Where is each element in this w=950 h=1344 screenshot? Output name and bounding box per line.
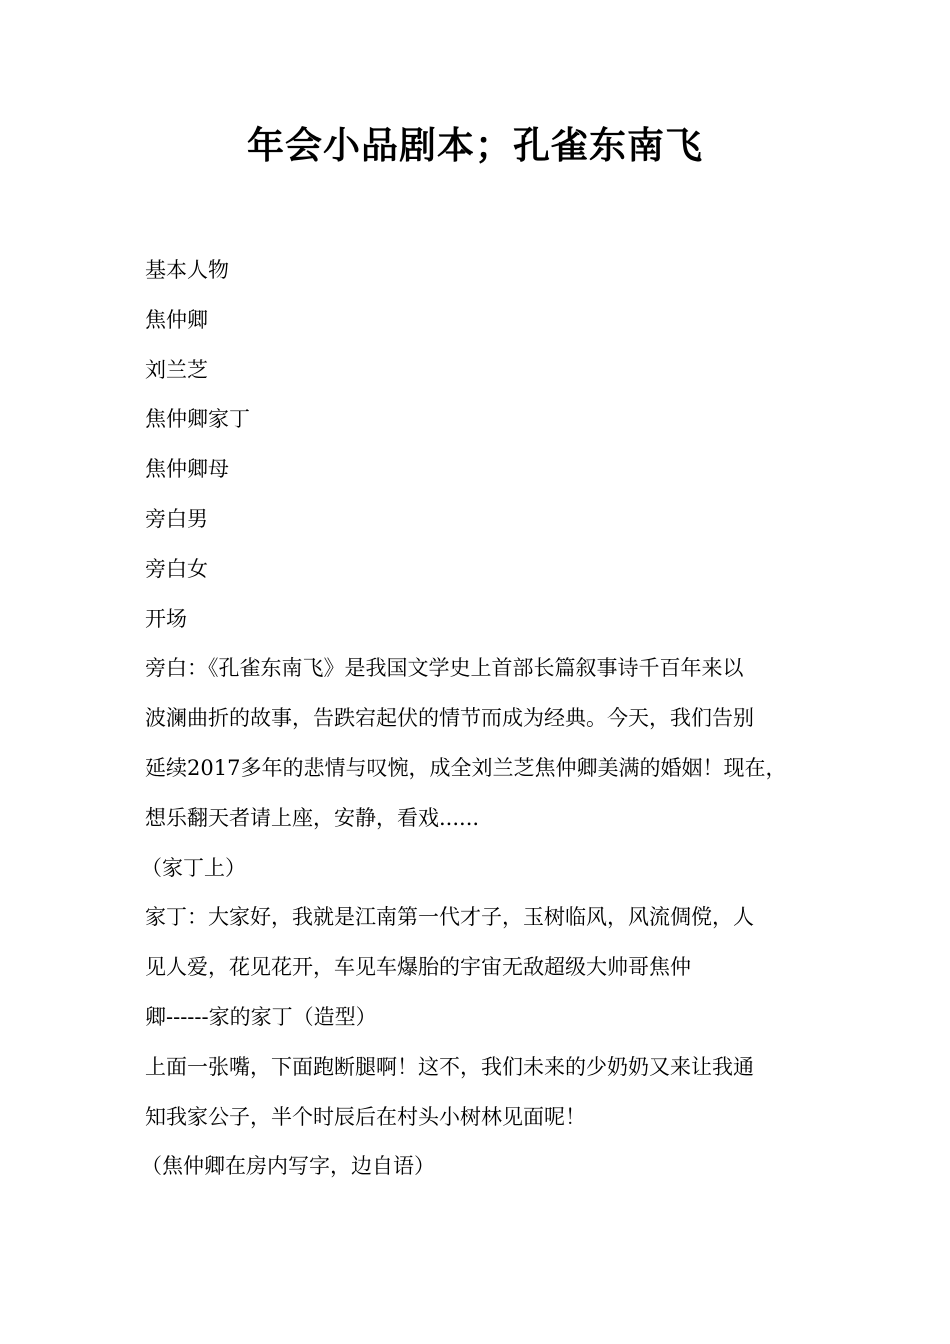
text-line: 延续2017多年的悲情与叹惋，成全刘兰芝焦仲卿美满的婚姻！现在， <box>145 755 787 780</box>
text-line: 旁白男 <box>145 506 208 531</box>
text-line: 知我家公子，半个时辰后在村头小树林见面呢！ <box>145 1104 586 1129</box>
text-line: 开场 <box>145 606 187 631</box>
script-body <box>141 246 805 1192</box>
text-line: 见人爱，花见花开，车见车爆胎的宇宙无敌超级大帅哥焦仲 <box>145 955 691 980</box>
document-title: 年会小品剧本；孔雀东南飞 <box>247 123 703 167</box>
text-line: 旁白：《孔雀东南飞》是我国文学史上首部长篇叙事诗千百年来以 <box>145 656 744 681</box>
text-line: 波澜曲折的故事，告跌宕起伏的情节而成为经典。今天，我们告别 <box>145 706 754 731</box>
text-line: 基本人物 <box>145 258 229 282</box>
text-line: 上面一张嘴，下面跑断腿啊！这不，我们未来的少奶奶又来让我通 <box>145 1054 754 1079</box>
text-line: 焦仲卿家丁 <box>145 407 250 432</box>
text-line: 卿------家的家丁（造型） <box>145 1004 377 1029</box>
text-line: 刘兰芝 <box>145 357 208 382</box>
stage-direction: （焦仲卿在房内写字，边自语） <box>141 1154 435 1179</box>
text-line: 焦仲卿母 <box>145 457 229 482</box>
text-line: 想乐翻天者请上座，安静，看戏...... <box>145 805 480 830</box>
text-line: 旁白女 <box>145 556 208 581</box>
stage-direction: （家丁上） <box>141 855 246 880</box>
text-line: 焦仲卿 <box>145 307 208 332</box>
text-line: 家丁：大家好，我就是江南第一代才子，玉树临风，风流倜傥，人 <box>145 905 754 930</box>
